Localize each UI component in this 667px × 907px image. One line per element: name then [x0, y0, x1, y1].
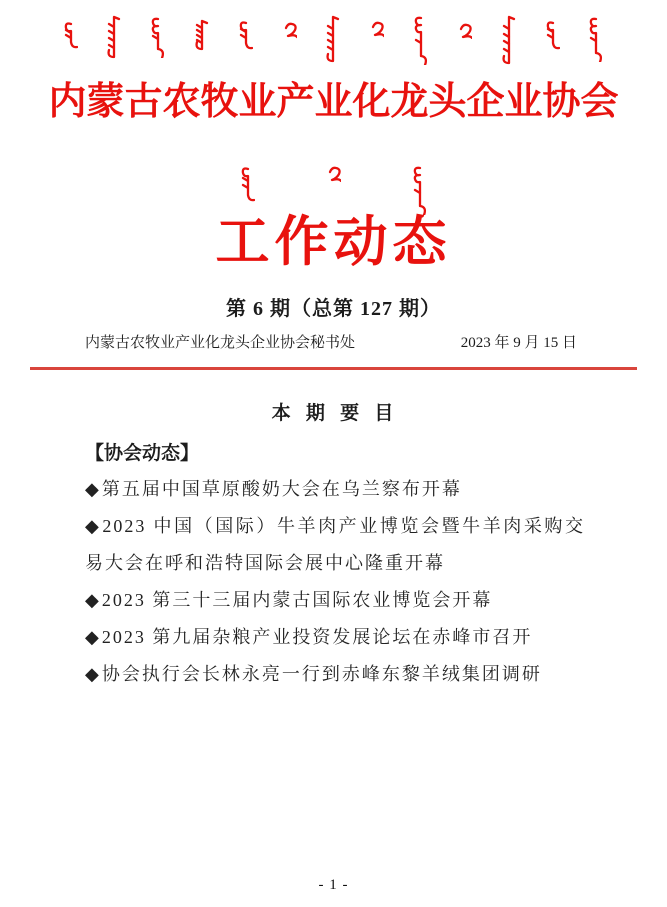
- publisher-name: 内蒙古农牧业产业化龙头企业协会秘书处: [85, 335, 356, 351]
- toc-item: [85, 508, 585, 582]
- publisher-row: [85, 332, 577, 354]
- toc-item-text: 2023 第三十三届内蒙古国际农业博览会开幕: [101, 590, 493, 610]
- mongolian-glyph-icon: [326, 14, 340, 66]
- mongolian-glyph-icon: [107, 14, 121, 62]
- diamond-bullet-icon: ◆: [85, 590, 101, 610]
- red-divider-rule: [30, 367, 637, 370]
- toc-title: 本 期 要 目: [271, 403, 396, 424]
- diamond-bullet-icon: ◆: [85, 627, 101, 647]
- mongolian-glyph-icon: [502, 14, 516, 68]
- toc-item: [85, 619, 585, 656]
- mongolian-glyph-icon: [370, 21, 384, 41]
- bulletin-title: 工作动态: [215, 212, 452, 272]
- toc-item: [85, 582, 585, 619]
- section-label: 【协会动态】: [85, 443, 200, 464]
- diamond-bullet-icon: ◆: [85, 479, 101, 499]
- mongolian-script-row-top: [64, 14, 604, 68]
- mongolian-glyph-icon: [414, 15, 428, 65]
- toc-item: [85, 471, 585, 508]
- mongolian-glyph-icon: [327, 166, 341, 182]
- diamond-bullet-icon: ◆: [85, 664, 101, 684]
- mongolian-glyph-icon: [151, 16, 165, 58]
- mongolian-glyph-icon: [241, 165, 255, 203]
- org-title: 内蒙古农牧业产业化龙头企业协会: [48, 81, 619, 123]
- toc-item-text: 第五届中国草原酸奶大会在乌兰察布开幕: [101, 479, 462, 499]
- mongolian-glyph-icon: [546, 19, 560, 51]
- page-number: - 1 -: [318, 877, 349, 893]
- toc-item-text: 协会执行会长林永亮一行到赤峰东黎羊绒集团调研: [101, 664, 542, 684]
- toc-list: [85, 471, 585, 693]
- mongolian-glyph-icon: [239, 19, 253, 51]
- toc-item-text: 2023 第九届杂粮产业投资发展论坛在赤峰市召开: [101, 627, 533, 647]
- issue-line: 第 6 期（总第 127 期）: [226, 298, 441, 320]
- toc-item-text: 2023 中国（国际）牛羊肉产业博览会暨牛羊肉采购交易大会在呼和浩特国际会展中心隆重开幕: [85, 516, 586, 573]
- mongolian-glyph-icon: [458, 23, 472, 39]
- mongolian-glyph-icon: [589, 16, 603, 62]
- toc-item: [85, 656, 585, 693]
- mongolian-glyph-icon: [283, 22, 297, 40]
- diamond-bullet-icon: ◆: [85, 516, 102, 536]
- mongolian-glyph-icon: [195, 18, 209, 54]
- mongolian-glyph-icon: [413, 165, 427, 215]
- mongolian-script-row-middle: [0, 162, 667, 214]
- publish-date: 2023 年 9 月 15 日: [460, 335, 577, 351]
- mongolian-glyph-icon: [64, 20, 78, 50]
